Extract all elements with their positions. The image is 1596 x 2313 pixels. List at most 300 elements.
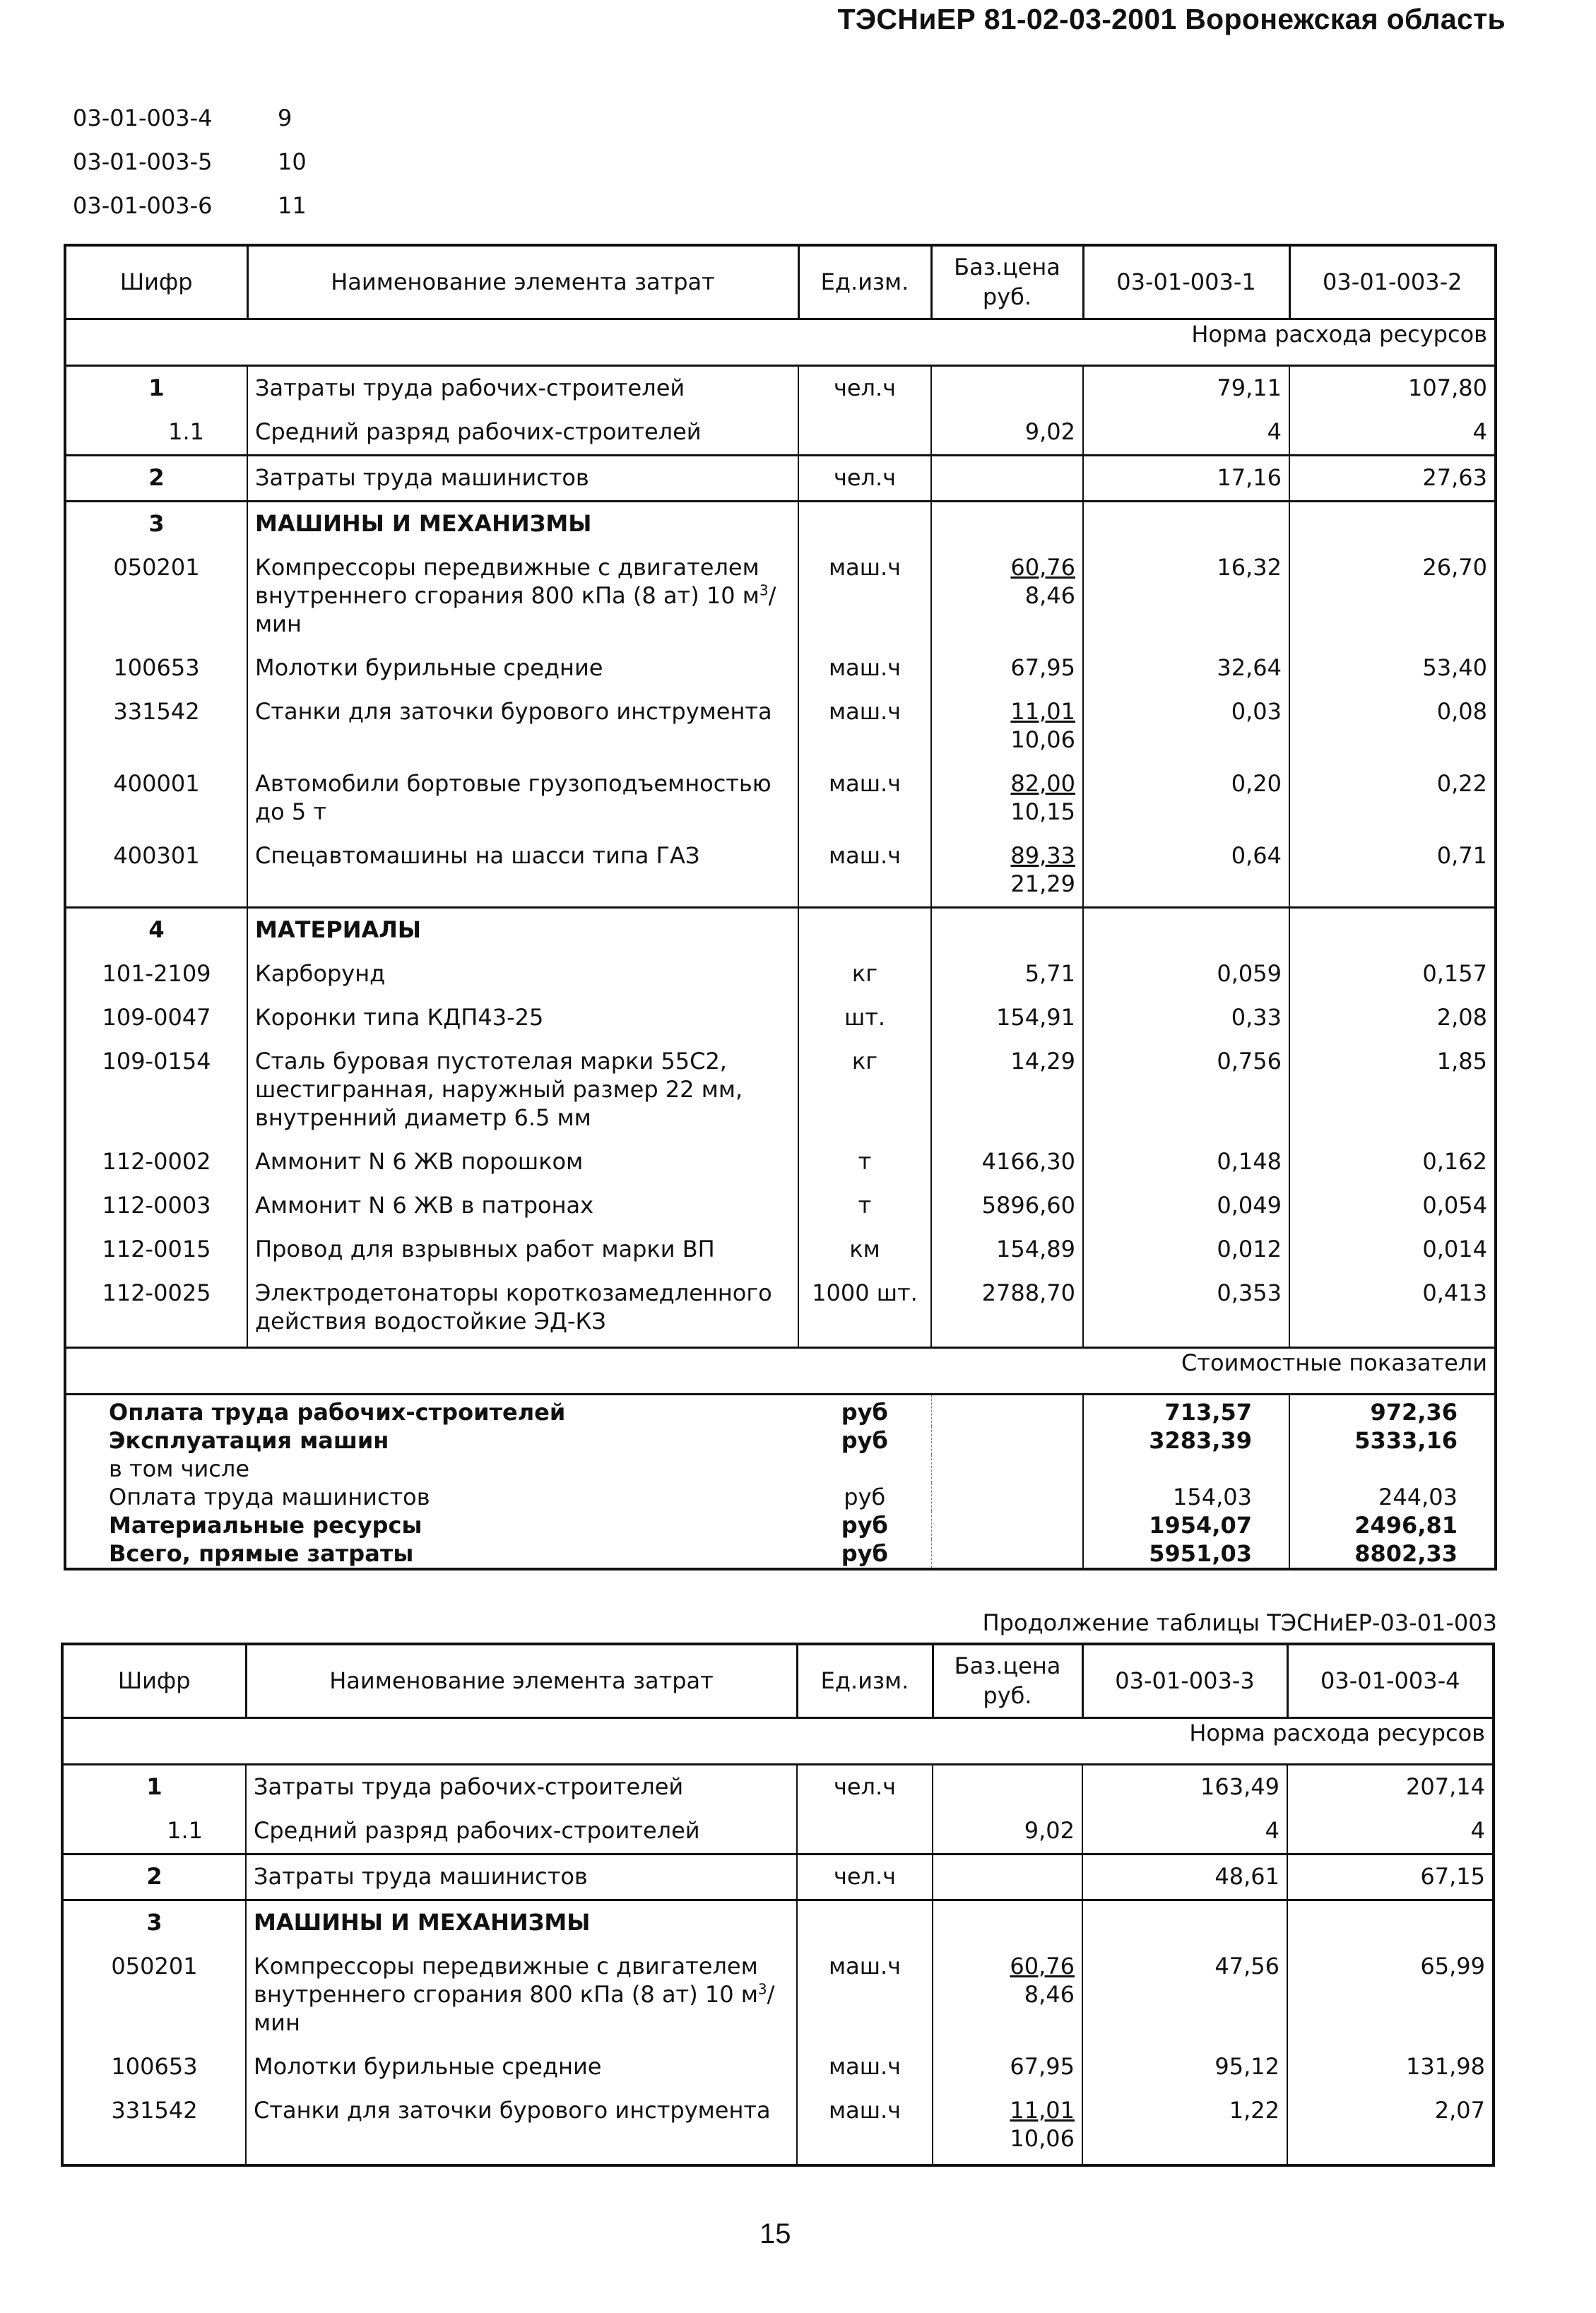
cost-row bbox=[65, 1395, 1496, 1427]
table-row bbox=[65, 1272, 1496, 1344]
spacer-cell bbox=[933, 2161, 1082, 2165]
table-row bbox=[62, 2045, 1494, 2089]
row-unit: 1000 шт. bbox=[798, 1272, 931, 1344]
cost-label: Оплата труда машинистов bbox=[109, 1484, 430, 1510]
row-price bbox=[933, 2045, 1082, 2089]
cost-row bbox=[65, 1455, 1496, 1483]
row-code: 112-0025 bbox=[102, 1279, 211, 1306]
row-value-col1: 0,03 bbox=[1083, 690, 1289, 762]
header-code: Шифр bbox=[65, 245, 247, 319]
row-name bbox=[246, 1945, 797, 2045]
row-value-col1: 163,49 bbox=[1082, 1764, 1287, 1809]
row-price bbox=[931, 410, 1083, 456]
row-price bbox=[931, 1184, 1083, 1228]
cost-label: Стоимостные показатели bbox=[65, 1348, 1496, 1395]
row-name-text: Аммонит N 6 ЖВ в патронах bbox=[255, 1191, 594, 1219]
norm-label: Норма расхода ресурсов bbox=[62, 1717, 1494, 1764]
row-price bbox=[931, 952, 1083, 996]
row-price-value: 67,95 bbox=[1010, 653, 1075, 681]
row-price-secondary: 8,46 bbox=[1024, 1980, 1075, 2008]
cost-value-col2: 972,36 bbox=[1370, 1399, 1458, 1426]
codes-list bbox=[73, 96, 307, 227]
table-row bbox=[65, 410, 1496, 456]
table-body bbox=[62, 1717, 1494, 2165]
row-code: 331542 bbox=[113, 697, 200, 725]
code-ref: 03-01-003-5 bbox=[73, 148, 213, 175]
row-name-text: Спецавтомашины на шасси типа ГАЗ bbox=[255, 841, 700, 869]
row-price-value: 154,89 bbox=[996, 1235, 1075, 1262]
row-name-text: Компрессоры передвижные с двигателем внутреннего сгорания 800 кПа (8 ат) 10 м bbox=[254, 1952, 758, 2008]
row-name bbox=[246, 2089, 797, 2161]
row-name bbox=[247, 546, 798, 646]
row-price bbox=[931, 834, 1083, 908]
row-code: 1 bbox=[146, 1773, 162, 1800]
cost-section bbox=[65, 1348, 1496, 1395]
cost-value-col1: 3283,39 bbox=[1083, 1426, 1289, 1455]
cost-rows bbox=[65, 1395, 1496, 1570]
document-header-title: ТЭСНиЕР 81-02-03-2001 Воронежская область bbox=[837, 3, 1506, 35]
table-row bbox=[65, 762, 1496, 834]
row-value-col1 bbox=[1082, 1900, 1287, 1945]
row-code: 050201 bbox=[111, 1952, 198, 1980]
row-value-col2: 27,63 bbox=[1289, 455, 1496, 501]
row-name bbox=[247, 1040, 798, 1140]
row-value-col2: 0,054 bbox=[1422, 1191, 1487, 1219]
header-price: Баз.цена руб. bbox=[933, 1644, 1082, 1717]
header-name: Наименование элемента затрат bbox=[246, 1644, 797, 1717]
row-name bbox=[247, 501, 798, 546]
table-row bbox=[65, 1184, 1496, 1228]
cost-unit: руб bbox=[798, 1511, 931, 1539]
row-price-value: 9,02 bbox=[1024, 1816, 1075, 1844]
row-unit: маш.ч bbox=[797, 2089, 933, 2161]
row-value-col2: 0,014 bbox=[1422, 1235, 1487, 1262]
table-row bbox=[62, 2089, 1494, 2161]
cost-unit: руб bbox=[798, 1426, 931, 1455]
row-price bbox=[931, 996, 1083, 1040]
row-name bbox=[247, 690, 798, 762]
row-value-col1: 0,059 bbox=[1083, 952, 1289, 996]
table-row bbox=[65, 646, 1496, 690]
row-price-value: 154,91 bbox=[996, 1003, 1075, 1031]
row-price-secondary: 21,29 bbox=[1010, 870, 1075, 897]
table-row-spacer bbox=[62, 2161, 1494, 2165]
row-price bbox=[933, 1809, 1082, 1854]
row-code: 100653 bbox=[113, 653, 200, 681]
cost-value-col2: 244,03 bbox=[1378, 1484, 1458, 1510]
row-code: 2 bbox=[65, 455, 247, 501]
row-unit: маш.ч bbox=[798, 834, 931, 908]
row-value-col1: 0,756 bbox=[1083, 1040, 1289, 1140]
continuation-caption: Продолжение таблицы ТЭСНиЕР-03-01-003 bbox=[982, 1609, 1497, 1636]
header-price: Баз.цена руб. bbox=[931, 245, 1083, 319]
row-value-col2 bbox=[1289, 907, 1496, 952]
row-value-col1 bbox=[1083, 907, 1289, 952]
row-unit: шт. bbox=[798, 996, 931, 1040]
cost-value-col2: 8802,33 bbox=[1354, 1540, 1458, 1567]
row-price-value: 5,71 bbox=[1024, 959, 1075, 987]
row-price-value: 11,01 bbox=[1010, 2096, 1075, 2124]
row-name-tail: /мин bbox=[255, 581, 776, 637]
row-value-col2 bbox=[1289, 501, 1496, 546]
row-code: 1.1 bbox=[167, 1816, 203, 1844]
row-value-col2: 0,71 bbox=[1436, 841, 1487, 869]
row-price bbox=[933, 1945, 1082, 2045]
row-code: 050201 bbox=[113, 553, 200, 581]
row-name-text: МАШИНЫ И МЕХАНИЗМЫ bbox=[255, 509, 592, 537]
row-price-value: 4166,30 bbox=[981, 1147, 1075, 1175]
table-row bbox=[65, 546, 1496, 646]
row-name-text: Коронки типа КДП43-25 bbox=[255, 1003, 544, 1031]
row-value-col1: 4 bbox=[1082, 1809, 1287, 1854]
row-name-text: Молотки бурильные средние bbox=[254, 2052, 602, 2080]
row-name bbox=[246, 1854, 797, 1900]
row-name-text: Затраты труда рабочих-строителей bbox=[255, 374, 685, 401]
header-col1: 03-01-003-1 bbox=[1083, 245, 1289, 319]
row-code: 2 bbox=[62, 1854, 246, 1900]
cost-unit: руб bbox=[798, 1395, 931, 1427]
cost-row bbox=[65, 1539, 1496, 1569]
row-price-value: 9,02 bbox=[1024, 418, 1075, 445]
cost-value-col2 bbox=[1289, 1455, 1496, 1483]
header-col1: 03-01-003-3 bbox=[1082, 1644, 1287, 1717]
row-value-col2: 131,98 bbox=[1406, 2052, 1485, 2080]
row-unit bbox=[798, 410, 931, 456]
row-code: 3 bbox=[65, 501, 247, 546]
cost-value-col1: 5951,03 bbox=[1083, 1539, 1289, 1569]
row-name bbox=[247, 1184, 798, 1228]
cost-label: Материальные ресурсы bbox=[109, 1512, 422, 1539]
cost-value-col2: 5333,16 bbox=[1354, 1427, 1458, 1454]
row-value-col2: 2,08 bbox=[1436, 1003, 1487, 1031]
table-row bbox=[65, 907, 1496, 952]
cost-spacer bbox=[931, 1426, 1083, 1455]
spacer-cell bbox=[246, 2161, 797, 2165]
table-row bbox=[62, 1764, 1494, 1809]
row-code: 109-0154 bbox=[102, 1047, 211, 1075]
table-row bbox=[65, 455, 1496, 501]
row-unit: маш.ч bbox=[797, 1945, 933, 2045]
header-code: Шифр bbox=[62, 1644, 246, 1717]
row-name-text: Затраты труда рабочих-строителей bbox=[254, 1773, 684, 1800]
table-row bbox=[65, 690, 1496, 762]
row-value-col1: 17,16 bbox=[1083, 455, 1289, 501]
cost-label: Оплата труда рабочих-строителей bbox=[109, 1399, 566, 1426]
row-unit bbox=[798, 501, 931, 546]
row-price bbox=[931, 1228, 1083, 1272]
cost-label: Всего, прямые затраты bbox=[109, 1540, 414, 1567]
row-value-col1: 0,20 bbox=[1083, 762, 1289, 834]
table-row bbox=[62, 1900, 1494, 1945]
row-value-col2: 26,70 bbox=[1422, 553, 1487, 581]
cost-value-col1: 1954,07 bbox=[1083, 1511, 1289, 1539]
table-row bbox=[65, 996, 1496, 1040]
table-header-row bbox=[62, 1644, 1494, 1717]
row-price bbox=[931, 907, 1083, 952]
row-code: 400301 bbox=[113, 841, 200, 869]
row-price-value: 89,33 bbox=[1010, 841, 1075, 869]
row-value-col1: 0,33 bbox=[1083, 996, 1289, 1040]
row-value-col2: 2,07 bbox=[1434, 2096, 1485, 2124]
spacer-cell bbox=[1082, 2161, 1287, 2165]
cost-section-header bbox=[65, 1348, 1496, 1395]
row-name-text: Затраты труда машинистов bbox=[255, 463, 589, 491]
cost-spacer bbox=[931, 1511, 1083, 1539]
table-row bbox=[65, 1040, 1496, 1140]
row-price-value: 67,95 bbox=[1010, 2052, 1075, 2080]
row-name-text: Средний разряд рабочих-строителей bbox=[255, 418, 702, 445]
row-value-col2: 0,08 bbox=[1436, 697, 1487, 725]
row-name bbox=[247, 952, 798, 996]
code-number: 9 bbox=[278, 105, 292, 131]
codes-list-row bbox=[73, 140, 307, 184]
codes-list-row bbox=[73, 96, 307, 140]
row-unit: т bbox=[798, 1184, 931, 1228]
row-value-col1: 0,353 bbox=[1083, 1272, 1289, 1344]
table-row bbox=[65, 1140, 1496, 1184]
row-value-col2: 65,99 bbox=[1420, 1952, 1485, 1980]
row-unit bbox=[797, 1809, 933, 1854]
row-name-text: МАШИНЫ И МЕХАНИЗМЫ bbox=[254, 1908, 591, 1936]
row-price bbox=[931, 762, 1083, 834]
row-value-col2: 4 bbox=[1472, 418, 1487, 445]
row-name-sup: 3 bbox=[759, 581, 769, 598]
row-price-value: 5896,60 bbox=[981, 1191, 1075, 1219]
row-price bbox=[933, 1764, 1082, 1809]
row-unit: чел.ч bbox=[797, 1854, 933, 1900]
row-value-col1: 0,148 bbox=[1083, 1140, 1289, 1184]
row-code: 112-0015 bbox=[102, 1235, 211, 1262]
row-price-secondary: 10,06 bbox=[1010, 726, 1075, 753]
row-unit: км bbox=[798, 1228, 931, 1272]
row-value-col2: 107,80 bbox=[1408, 374, 1487, 401]
code-ref: 03-01-003-6 bbox=[73, 192, 213, 219]
row-value-col1: 16,32 bbox=[1083, 546, 1289, 646]
row-value-col2: 53,40 bbox=[1422, 653, 1487, 681]
row-code: 1 bbox=[148, 374, 165, 401]
cost-label: в том числе bbox=[109, 1455, 249, 1482]
row-name-text: Средний разряд рабочих-строителей bbox=[254, 1816, 700, 1844]
row-price bbox=[931, 690, 1083, 762]
row-name-text: Провод для взрывных работ марки ВП bbox=[255, 1235, 715, 1262]
row-value-col2: 0,22 bbox=[1436, 769, 1487, 797]
row-unit: чел.ч bbox=[798, 365, 931, 410]
row-code: 331542 bbox=[111, 2096, 198, 2124]
row-value-col2: 0,162 bbox=[1422, 1147, 1487, 1175]
row-code: 3 bbox=[62, 1900, 246, 1945]
row-unit: маш.ч bbox=[797, 2045, 933, 2089]
row-name bbox=[247, 410, 798, 456]
table-row bbox=[65, 952, 1496, 996]
row-name-text: МАТЕРИАЛЫ bbox=[255, 916, 422, 943]
row-name bbox=[247, 1228, 798, 1272]
row-price bbox=[933, 1900, 1082, 1945]
row-value-col2: 67,15 bbox=[1287, 1854, 1494, 1900]
row-value-col2 bbox=[1287, 1900, 1494, 1945]
norm-section-header bbox=[62, 1717, 1494, 1764]
row-value-col2: 0,157 bbox=[1422, 959, 1487, 987]
table-row bbox=[65, 501, 1496, 546]
row-unit: маш.ч bbox=[798, 762, 931, 834]
row-price-value: 60,76 bbox=[1010, 1952, 1075, 1980]
row-price-value: 14,29 bbox=[1010, 1047, 1075, 1075]
resource-norms-table-1 bbox=[64, 244, 1497, 1570]
resource-norms-table-2 bbox=[61, 1643, 1495, 2167]
cost-value-col1: 713,57 bbox=[1083, 1395, 1289, 1427]
code-number: 10 bbox=[278, 148, 307, 175]
row-value-col1: 1,22 bbox=[1082, 2089, 1287, 2161]
row-price bbox=[931, 1272, 1083, 1344]
row-unit bbox=[797, 1900, 933, 1945]
row-unit: маш.ч bbox=[798, 546, 931, 646]
row-price bbox=[931, 501, 1083, 546]
row-price bbox=[931, 1040, 1083, 1140]
row-name bbox=[247, 1272, 798, 1344]
row-name-text: Аммонит N 6 ЖВ порошком bbox=[255, 1147, 584, 1175]
row-unit: чел.ч bbox=[798, 455, 931, 501]
row-name bbox=[247, 762, 798, 834]
row-unit: маш.ч bbox=[798, 646, 931, 690]
row-value-col1: 0,049 bbox=[1083, 1184, 1289, 1228]
row-value-col1: 0,64 bbox=[1083, 834, 1289, 908]
row-name-text: Автомобили бортовые грузоподъемностью до 5 т bbox=[255, 769, 772, 825]
row-name bbox=[247, 907, 798, 952]
cost-row bbox=[65, 1511, 1496, 1539]
table-row bbox=[62, 1945, 1494, 2045]
row-unit: чел.ч bbox=[797, 1764, 933, 1809]
norm-label: Норма расхода ресурсов bbox=[65, 319, 1496, 365]
cost-unit: руб bbox=[798, 1483, 931, 1511]
cost-spacer bbox=[931, 1455, 1083, 1483]
spacer-cell bbox=[62, 2161, 246, 2165]
table-row bbox=[65, 1228, 1496, 1272]
cost-row bbox=[65, 1483, 1496, 1511]
header-col2: 03-01-003-2 bbox=[1289, 245, 1496, 319]
row-name bbox=[247, 1140, 798, 1184]
row-value-col1: 0,012 bbox=[1083, 1228, 1289, 1272]
row-unit: маш.ч bbox=[798, 690, 931, 762]
header-col2: 03-01-003-4 bbox=[1287, 1644, 1494, 1717]
row-price bbox=[931, 546, 1083, 646]
row-name bbox=[247, 996, 798, 1040]
row-price-secondary: 10,15 bbox=[1010, 798, 1075, 825]
row-code: 400001 bbox=[113, 769, 200, 797]
row-name bbox=[247, 834, 798, 908]
code-ref: 03-01-003-4 bbox=[73, 105, 213, 131]
row-price-value: 60,76 bbox=[1010, 553, 1075, 581]
row-unit: кг bbox=[798, 952, 931, 996]
norm-section-header bbox=[65, 319, 1496, 365]
header-unit: Ед.изм. bbox=[797, 1644, 933, 1717]
row-code: 4 bbox=[65, 907, 247, 952]
row-code: 112-0003 bbox=[102, 1191, 211, 1219]
row-value-col1: 32,64 bbox=[1083, 646, 1289, 690]
page-number: 15 bbox=[759, 2218, 791, 2249]
cost-spacer bbox=[931, 1395, 1083, 1427]
cost-spacer bbox=[931, 1483, 1083, 1511]
row-name-text: Молотки бурильные средние bbox=[255, 653, 603, 681]
header-name: Наименование элемента затрат bbox=[247, 245, 798, 319]
row-value-col1: 95,12 bbox=[1082, 2045, 1287, 2089]
row-price bbox=[931, 646, 1083, 690]
cost-value-col2: 2496,81 bbox=[1354, 1512, 1458, 1539]
row-price bbox=[931, 365, 1083, 410]
cost-spacer bbox=[931, 1539, 1083, 1569]
row-code: 1.1 bbox=[168, 418, 204, 445]
row-name-text: Компрессоры передвижные с двигателем внутреннего сгорания 800 кПа (8 ат) 10 м bbox=[255, 553, 759, 609]
cost-unit: руб bbox=[798, 1539, 931, 1569]
row-unit: кг bbox=[798, 1040, 931, 1140]
row-value-col1: 79,11 bbox=[1083, 365, 1289, 410]
table-row bbox=[65, 365, 1496, 410]
spacer-cell bbox=[797, 2161, 933, 2165]
table-row bbox=[62, 1854, 1494, 1900]
row-name bbox=[247, 646, 798, 690]
cost-value-col1: 154,03 bbox=[1083, 1483, 1289, 1511]
table-row bbox=[65, 834, 1496, 908]
row-name-tail: /мин bbox=[254, 1980, 775, 2036]
row-price bbox=[931, 455, 1083, 501]
row-code: 112-0002 bbox=[102, 1147, 211, 1175]
table-row bbox=[62, 1809, 1494, 1854]
row-value-col2: 4 bbox=[1470, 1816, 1485, 1844]
row-name bbox=[246, 2045, 797, 2089]
row-name-text: Станки для заточки бурового инструмента bbox=[254, 2096, 771, 2124]
row-name bbox=[246, 1764, 797, 1809]
row-name bbox=[246, 1900, 797, 1945]
header-unit: Ед.изм. bbox=[798, 245, 931, 319]
row-code: 101-2109 bbox=[102, 959, 211, 987]
cost-unit bbox=[798, 1455, 931, 1483]
table-header-row bbox=[65, 245, 1496, 319]
code-number: 11 bbox=[278, 192, 307, 219]
row-value-col1: 4 bbox=[1083, 410, 1289, 456]
cost-value-col1 bbox=[1083, 1455, 1289, 1483]
row-name-text: Сталь буровая пустотелая марки 55С2, шестигранная, наружный размер 22 мм, внутренний диаметр 6.5 мм bbox=[255, 1047, 743, 1131]
row-value-col2: 1,85 bbox=[1436, 1047, 1487, 1075]
table-body bbox=[65, 319, 1496, 1348]
row-name bbox=[247, 365, 798, 410]
row-name-text: Станки для заточки бурового инструмента bbox=[255, 697, 772, 725]
row-code: 100653 bbox=[111, 2052, 198, 2080]
cost-row bbox=[65, 1426, 1496, 1455]
row-price-secondary: 10,06 bbox=[1010, 2124, 1075, 2152]
row-name bbox=[246, 1809, 797, 1854]
row-unit: т bbox=[798, 1140, 931, 1184]
row-value-col2: 0,413 bbox=[1422, 1279, 1487, 1306]
row-price-value: 2788,70 bbox=[981, 1279, 1075, 1306]
row-price bbox=[933, 2089, 1082, 2161]
row-price-value: 11,01 bbox=[1010, 697, 1075, 725]
codes-list-row bbox=[73, 184, 307, 227]
row-name bbox=[247, 455, 798, 501]
row-name-text: Карборунд bbox=[255, 959, 386, 987]
row-name-text: Электродетонаторы короткозамедленного действия водостойкие ЭД-КЗ bbox=[255, 1279, 772, 1335]
row-price-value: 82,00 bbox=[1010, 769, 1075, 797]
row-value-col1: 48,61 bbox=[1082, 1854, 1287, 1900]
row-value-col1: 47,56 bbox=[1082, 1945, 1287, 2045]
row-price bbox=[931, 1140, 1083, 1184]
row-price bbox=[933, 1854, 1082, 1900]
row-code: 109-0047 bbox=[102, 1003, 211, 1031]
row-name-sup: 3 bbox=[757, 1980, 767, 1997]
row-price-secondary: 8,46 bbox=[1024, 581, 1075, 609]
row-unit bbox=[798, 907, 931, 952]
cost-label: Эксплуатация машин bbox=[109, 1427, 389, 1454]
row-name-text: Затраты труда машинистов bbox=[254, 1862, 588, 1890]
spacer-cell bbox=[1287, 2161, 1494, 2165]
row-value-col2: 207,14 bbox=[1406, 1773, 1485, 1800]
